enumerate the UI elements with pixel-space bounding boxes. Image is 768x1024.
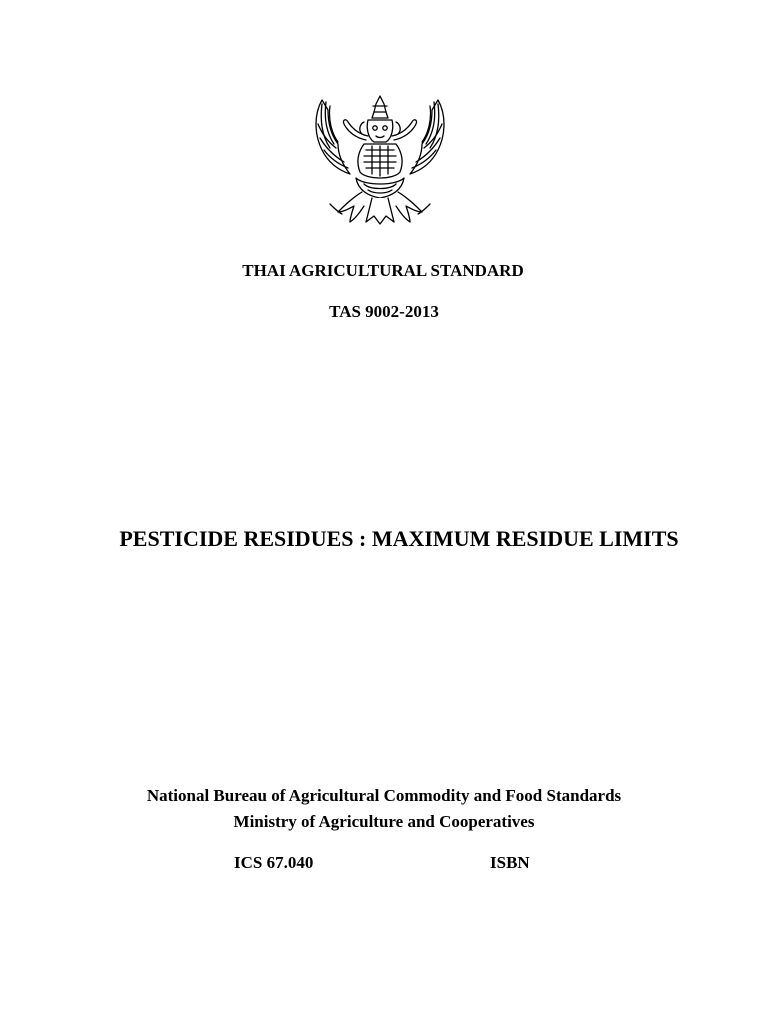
publisher-name: National Bureau of Agricultural Commodity and Food Standards: [146, 786, 622, 805]
ics-code: ICS 67.040: [234, 853, 314, 872]
ministry-name: Ministry of Agriculture and Cooperatives: [233, 812, 535, 831]
standard-number: TAS 9002-2013: [329, 302, 439, 321]
isbn-label: ISBN: [490, 853, 530, 872]
garuda-emblem-icon: [308, 94, 452, 228]
document-title: PESTICIDE RESIDUES : MAXIMUM RESIDUE LIMITS: [119, 526, 679, 551]
standard-type-heading: THAI AGRICULTURAL STANDARD: [242, 261, 524, 280]
